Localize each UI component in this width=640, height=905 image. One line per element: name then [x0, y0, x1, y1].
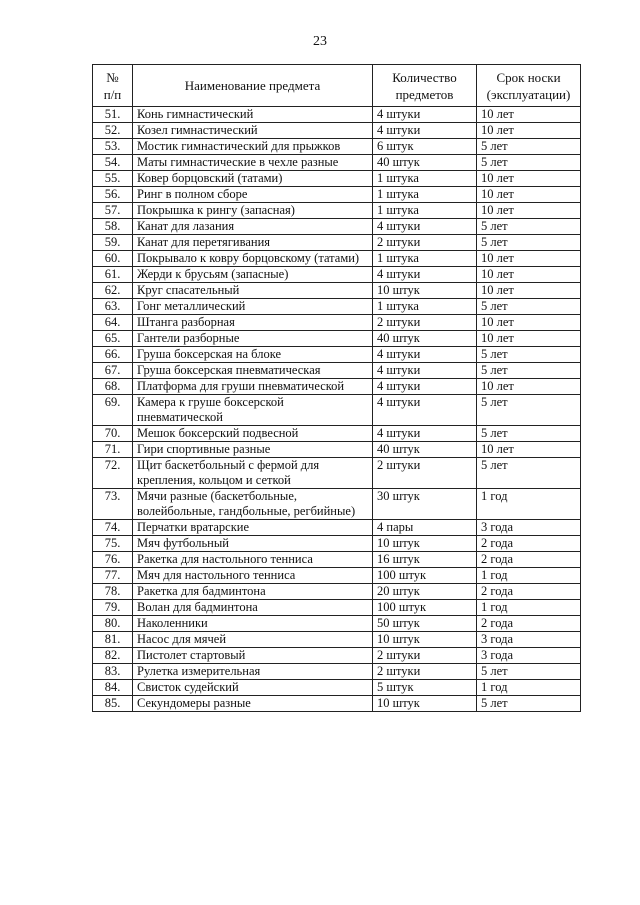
item-service-life: 2 года	[477, 584, 581, 600]
row-number: 69.	[93, 395, 133, 426]
item-service-life: 5 лет	[477, 664, 581, 680]
row-number: 52.	[93, 123, 133, 139]
item-quantity: 1 штука	[373, 171, 477, 187]
row-number: 79.	[93, 600, 133, 616]
item-service-life: 5 лет	[477, 395, 581, 426]
table-row	[93, 568, 581, 584]
item-service-life: 5 лет	[477, 696, 581, 712]
row-number: 77.	[93, 568, 133, 584]
item-service-life: 10 лет	[477, 442, 581, 458]
table-row	[93, 139, 581, 155]
item-service-life: 5 лет	[477, 219, 581, 235]
item-name: Мяч футбольный	[133, 536, 373, 552]
item-name: Конь гимнастический	[133, 107, 373, 123]
item-service-life: 3 года	[477, 648, 581, 664]
table-header-row	[93, 65, 581, 107]
item-service-life: 5 лет	[477, 347, 581, 363]
table-row	[93, 219, 581, 235]
item-name: Щит баскетбольный с фермой для крепления, кольцом и сеткой	[133, 458, 373, 489]
row-number: 80.	[93, 616, 133, 632]
item-quantity: 2 штуки	[373, 458, 477, 489]
item-quantity: 10 штук	[373, 632, 477, 648]
item-name: Наколенники	[133, 616, 373, 632]
row-number: 81.	[93, 632, 133, 648]
table-row	[93, 458, 581, 489]
table-row	[93, 680, 581, 696]
item-quantity: 40 штук	[373, 155, 477, 171]
table-row	[93, 203, 581, 219]
page-number: 23	[313, 34, 327, 49]
row-number: 83.	[93, 664, 133, 680]
table-row	[93, 648, 581, 664]
item-service-life: 10 лет	[477, 123, 581, 139]
item-name: Канат для перетягивания	[133, 235, 373, 251]
item-quantity: 4 штуки	[373, 267, 477, 283]
row-number: 78.	[93, 584, 133, 600]
item-name: Рулетка измерительная	[133, 664, 373, 680]
table-row	[93, 520, 581, 536]
row-number: 70.	[93, 426, 133, 442]
header-num-line2: п/п	[103, 86, 122, 102]
item-quantity: 4 штуки	[373, 123, 477, 139]
header-term: Срок носки (эксплуатации)	[477, 65, 581, 107]
item-quantity: 10 штук	[373, 536, 477, 552]
row-number: 62.	[93, 283, 133, 299]
item-name: Ринг в полном сборе	[133, 187, 373, 203]
item-service-life: 2 года	[477, 536, 581, 552]
item-quantity: 100 штук	[373, 600, 477, 616]
header-num-line1: №	[106, 69, 119, 85]
row-number: 59.	[93, 235, 133, 251]
item-name: Мешок боксерский подвесной	[133, 426, 373, 442]
row-number: 76.	[93, 552, 133, 568]
item-name: Покрывало к ковру борцовскому (татами)	[133, 251, 373, 267]
item-name: Ковер борцовский (татами)	[133, 171, 373, 187]
item-quantity: 4 штуки	[373, 219, 477, 235]
row-number: 54.	[93, 155, 133, 171]
item-service-life: 1 год	[477, 680, 581, 696]
item-name: Платформа для груши пневматической	[133, 379, 373, 395]
item-quantity: 2 штуки	[373, 235, 477, 251]
item-name: Мяч для настольного тенниса	[133, 568, 373, 584]
item-name: Свисток судейский	[133, 680, 373, 696]
table-row	[93, 600, 581, 616]
item-quantity: 1 штука	[373, 299, 477, 315]
row-number: 67.	[93, 363, 133, 379]
item-name: Жерди к брусьям (запасные)	[133, 267, 373, 283]
item-name: Гонг металлический	[133, 299, 373, 315]
table-body	[93, 107, 581, 712]
item-quantity: 1 штука	[373, 187, 477, 203]
item-service-life: 10 лет	[477, 251, 581, 267]
item-quantity: 2 штуки	[373, 315, 477, 331]
table-row	[93, 664, 581, 680]
item-quantity: 50 штук	[373, 616, 477, 632]
item-name: Канат для лазания	[133, 219, 373, 235]
header-num	[93, 65, 133, 107]
item-name: Насос для мячей	[133, 632, 373, 648]
item-service-life: 10 лет	[477, 187, 581, 203]
item-quantity: 1 штука	[373, 251, 477, 267]
item-quantity: 4 штуки	[373, 107, 477, 123]
item-service-life: 5 лет	[477, 458, 581, 489]
table-row	[93, 267, 581, 283]
item-quantity: 6 штук	[373, 139, 477, 155]
item-name: Камера к груше боксерской пневматической	[133, 395, 373, 426]
table-row	[93, 632, 581, 648]
table-row	[93, 315, 581, 331]
row-number: 73.	[93, 489, 133, 520]
row-number: 56.	[93, 187, 133, 203]
item-name: Ракетка для бадминтона	[133, 584, 373, 600]
table-row	[93, 235, 581, 251]
header-qty: Количество предметов	[373, 65, 477, 107]
row-number: 82.	[93, 648, 133, 664]
item-quantity: 5 штук	[373, 680, 477, 696]
item-quantity: 4 штуки	[373, 379, 477, 395]
table-row	[93, 107, 581, 123]
item-service-life: 1 год	[477, 568, 581, 584]
item-name: Штанга разборная	[133, 315, 373, 331]
item-quantity: 2 штуки	[373, 664, 477, 680]
item-name: Гири спортивные разные	[133, 442, 373, 458]
table-row	[93, 299, 581, 315]
item-quantity: 4 штуки	[373, 363, 477, 379]
row-number: 65.	[93, 331, 133, 347]
item-name: Волан для бадминтона	[133, 600, 373, 616]
row-number: 51.	[93, 107, 133, 123]
row-number: 66.	[93, 347, 133, 363]
row-number: 55.	[93, 171, 133, 187]
table-row	[93, 426, 581, 442]
row-number: 74.	[93, 520, 133, 536]
item-quantity: 4 штуки	[373, 426, 477, 442]
table-row	[93, 283, 581, 299]
item-quantity: 30 штук	[373, 489, 477, 520]
item-service-life: 10 лет	[477, 171, 581, 187]
item-quantity: 1 штука	[373, 203, 477, 219]
table-row	[93, 536, 581, 552]
item-service-life: 2 года	[477, 552, 581, 568]
row-number: 72.	[93, 458, 133, 489]
table-row	[93, 489, 581, 520]
item-quantity: 2 штуки	[373, 648, 477, 664]
item-service-life: 1 год	[477, 489, 581, 520]
item-quantity: 4 штуки	[373, 395, 477, 426]
item-service-life: 3 года	[477, 632, 581, 648]
table-row	[93, 442, 581, 458]
item-name: Гантели разборные	[133, 331, 373, 347]
row-number: 60.	[93, 251, 133, 267]
item-service-life: 10 лет	[477, 283, 581, 299]
item-name: Маты гимнастические в чехле разные	[133, 155, 373, 171]
item-name: Перчатки вратарские	[133, 520, 373, 536]
row-number: 75.	[93, 536, 133, 552]
row-number: 61.	[93, 267, 133, 283]
item-quantity: 40 штук	[373, 331, 477, 347]
table-row	[93, 395, 581, 426]
row-number: 53.	[93, 139, 133, 155]
item-quantity: 40 штук	[373, 442, 477, 458]
row-number: 68.	[93, 379, 133, 395]
row-number: 71.	[93, 442, 133, 458]
item-service-life: 5 лет	[477, 139, 581, 155]
table-row	[93, 552, 581, 568]
table-row	[93, 584, 581, 600]
row-number: 64.	[93, 315, 133, 331]
item-quantity: 16 штук	[373, 552, 477, 568]
item-service-life: 1 год	[477, 600, 581, 616]
item-service-life: 3 года	[477, 520, 581, 536]
item-service-life: 10 лет	[477, 315, 581, 331]
item-service-life: 2 года	[477, 616, 581, 632]
table-row	[93, 171, 581, 187]
header-name: Наименование предмета	[133, 65, 373, 107]
table-row	[93, 379, 581, 395]
table-row	[93, 696, 581, 712]
row-number: 63.	[93, 299, 133, 315]
item-name: Покрышка к рингу (запасная)	[133, 203, 373, 219]
item-name: Круг спасательный	[133, 283, 373, 299]
item-name: Пистолет стартовый	[133, 648, 373, 664]
table-row	[93, 187, 581, 203]
item-name: Секундомеры разные	[133, 696, 373, 712]
table-row	[93, 123, 581, 139]
table-row	[93, 331, 581, 347]
item-service-life: 5 лет	[477, 299, 581, 315]
row-number: 84.	[93, 680, 133, 696]
item-service-life: 10 лет	[477, 331, 581, 347]
item-service-life: 10 лет	[477, 203, 581, 219]
item-name: Груша боксерская пневматическая	[133, 363, 373, 379]
item-name: Ракетка для настольного тенниса	[133, 552, 373, 568]
item-service-life: 10 лет	[477, 267, 581, 283]
table-row	[93, 155, 581, 171]
item-service-life: 5 лет	[477, 363, 581, 379]
item-quantity: 4 штуки	[373, 347, 477, 363]
item-name: Мячи разные (баскетбольные, волейбольные, гандбольные, регбийные)	[133, 489, 373, 520]
table-row	[93, 363, 581, 379]
row-number: 58.	[93, 219, 133, 235]
item-service-life: 5 лет	[477, 426, 581, 442]
item-quantity: 10 штук	[373, 283, 477, 299]
table-row	[93, 616, 581, 632]
item-name: Мостик гимнастический для прыжков	[133, 139, 373, 155]
item-quantity: 10 штук	[373, 696, 477, 712]
item-name: Груша боксерская на блоке	[133, 347, 373, 363]
item-quantity: 4 пары	[373, 520, 477, 536]
row-number: 85.	[93, 696, 133, 712]
item-quantity: 100 штук	[373, 568, 477, 584]
table-row	[93, 251, 581, 267]
item-service-life: 5 лет	[477, 155, 581, 171]
table-row	[93, 347, 581, 363]
item-service-life: 10 лет	[477, 107, 581, 123]
row-number: 57.	[93, 203, 133, 219]
item-service-life: 10 лет	[477, 379, 581, 395]
equipment-table	[92, 64, 581, 712]
item-service-life: 5 лет	[477, 235, 581, 251]
item-name: Козел гимнастический	[133, 123, 373, 139]
item-quantity: 20 штук	[373, 584, 477, 600]
